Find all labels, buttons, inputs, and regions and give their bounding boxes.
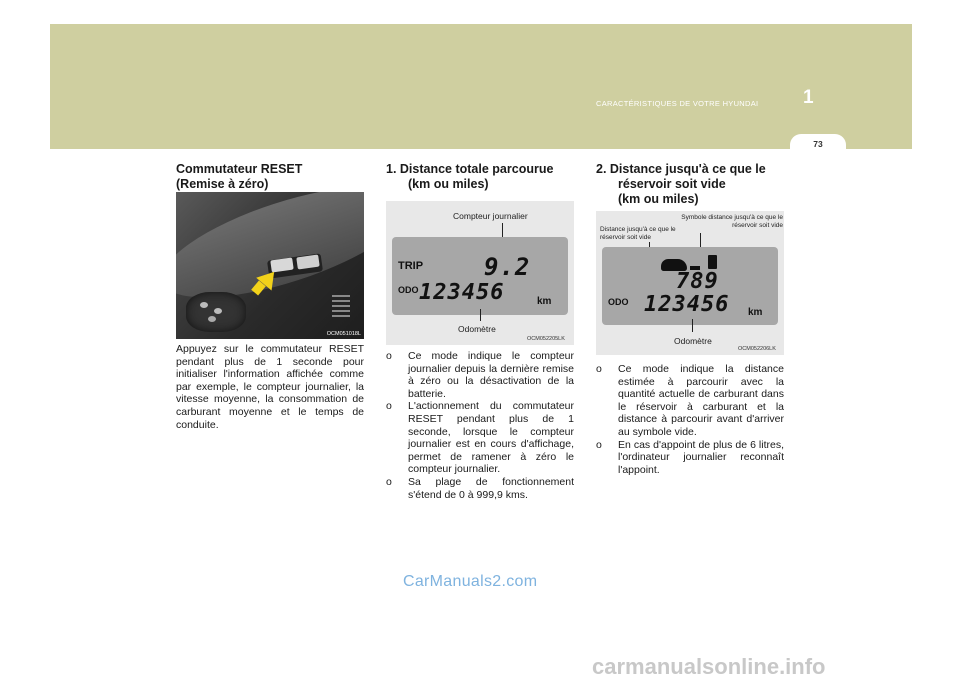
list-item: o Ce mode indique le compteur journalier depuis la dernière remise à zéro ou la désactivation de la batterie. [386,350,574,400]
trip-callout-label: Compteur journalier [453,211,528,221]
range-callout-label: Distance jusqu'à ce que le réservoir soit vide [600,226,676,241]
range-display-figure [596,211,784,355]
chapter-number: 1 [803,87,814,108]
total-distance-heading [386,162,553,192]
range-list [596,363,784,476]
trip-display-figure [386,201,574,345]
odo-label: ODO [398,285,419,295]
trip-value: 9.2 [484,253,531,281]
list-item: o Sa plage de fonctionnement s'étend de 0 à 999,9 kms. [386,475,574,501]
section-title: CARACTÉRISTIQUES DE VOTRE HYUNDAI [596,99,759,108]
odo-callout-line [692,319,693,332]
odo-value: 123456 [644,292,730,317]
list-item: o Ce mode indique la distance estimée à parcourir avec la quantité actuelle de carburant dans le réservoir à carburant et la distance à parcourir avant d'arriver au symbole vide. [596,363,784,438]
total-distance-heading-line2: (km ou miles) [408,177,489,191]
list-item: o En cas d'appoint de plus de 6 litres, l'ordinateur journalier reconnaît l'appoint. [596,438,784,476]
reset-description: Appuyez sur le commutateur RESET pendant plus de 1 seconde pour initialiser l'information affichée comme par exemple, le compteur journalier, la vitesse moyenne, la consommation de carburant moyenne et le temps de conduite. [176,343,364,431]
range-heading [596,162,766,207]
figure-code: OCM052205LK [527,336,565,342]
total-distance-list [386,350,574,501]
photo-code: OCM051018L [326,331,361,337]
range-heading-line1: 2. Distance jusqu'à ce que le [596,162,766,176]
reset-heading-line2: (Remise à zéro) [176,177,269,191]
reset-switch-heading [176,162,302,192]
fuel-pump-icon [708,255,717,269]
reset-heading-line1: Commutateur RESET [176,162,303,176]
trip-label: TRIP [398,260,424,272]
odo-value: 123456 [419,280,505,305]
air-vent [332,295,350,317]
figure-code: OCM052206LK [738,346,776,352]
range-heading-line3: (km ou miles) [618,192,699,206]
odo-callout-label: Odomètre [458,324,496,334]
odo-callout-label: Odomètre [674,336,712,346]
odo-unit: km [537,296,552,307]
gloved-hand [186,292,246,332]
range-heading-line2: réservoir soit vide [618,177,726,191]
footer-watermark: carmanualsonline.info [592,654,826,678]
reset-button-photo [176,192,364,339]
carmanuals-watermark: CarManuals2.com [403,573,538,590]
odo-callout-line [480,309,481,321]
page-header-band [50,24,912,149]
fuel-symbol-callout-label: Symbole distance jusqu'à ce que le réservoir soit vide [681,214,783,229]
odo-unit: km [748,307,763,318]
list-item: o L'actionnement du commutateur RESET pendant plus de 1 seconde, lorsque le compteur journalier est en cours d'affichage, permet de ramener à zéro le compteur journalier. [386,400,574,476]
odo-label: ODO [608,297,629,307]
page-number: 73 [813,139,823,149]
total-distance-heading-line1: 1. Distance totale parcourue [386,162,554,176]
range-value: 789 [676,269,719,294]
